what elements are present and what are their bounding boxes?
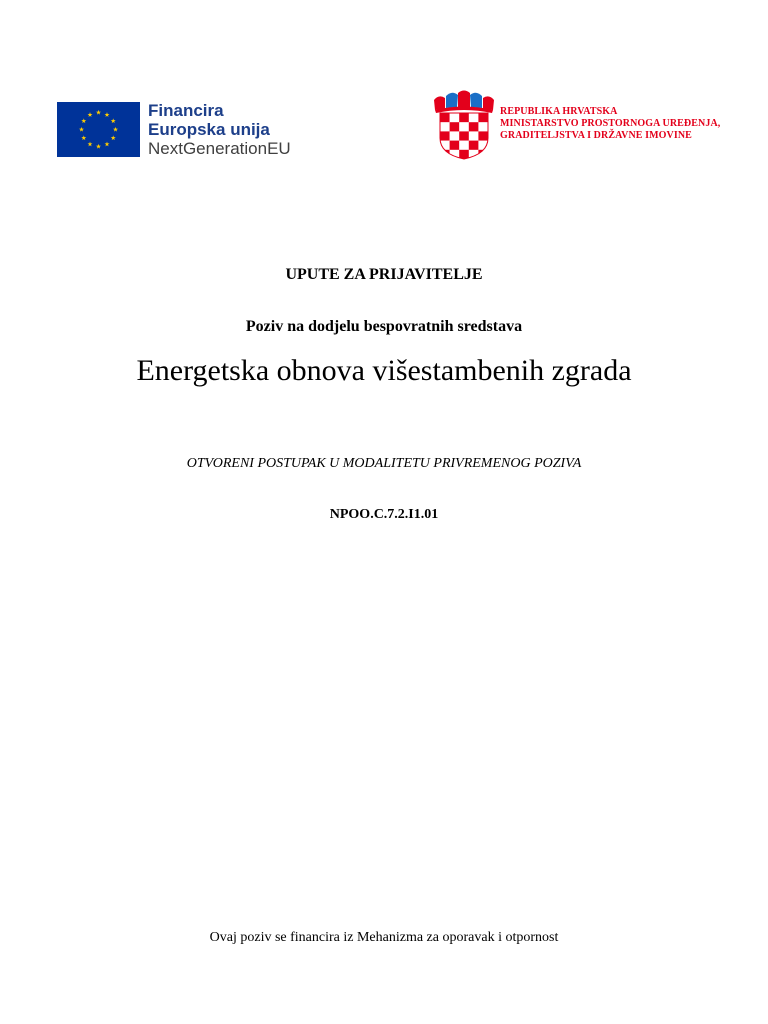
checker-square <box>440 150 450 159</box>
document-title: Energetska obnova višestambenih zgrada <box>136 354 632 387</box>
checker-square <box>478 113 488 122</box>
eu-logo-line-europska-unija: Europska unija <box>148 119 270 139</box>
eu-logo-line-financira: Financira <box>148 100 224 120</box>
ministry-line-ministarstvo: MINISTARSTVO PROSTORNOGA UREĐENJA, <box>500 118 721 129</box>
checker-square <box>469 141 479 150</box>
checker-square <box>478 122 488 131</box>
checker-square <box>478 150 488 159</box>
ministry-logo-text <box>500 106 720 142</box>
croatian-coat-of-arms-icon <box>432 88 496 160</box>
checker-square <box>469 113 479 122</box>
checker-square <box>459 131 469 140</box>
checker-square <box>469 122 479 131</box>
checker-square <box>450 131 460 140</box>
checker-square <box>459 113 469 122</box>
checker-square <box>478 131 488 140</box>
document-heading: UPUTE ZA PRIJAVITELJE <box>285 266 483 283</box>
checker-square <box>450 141 460 150</box>
ministry-logo <box>432 88 732 160</box>
checker-square <box>459 122 469 131</box>
checker-square <box>450 122 460 131</box>
checker-square <box>440 113 450 122</box>
checker-square <box>459 141 469 150</box>
checker-square <box>440 122 450 131</box>
ministry-line-graditeljstva: GRADITELJSTVA I DRŽAVNE IMOVINE <box>500 130 692 141</box>
eu-funding-logo <box>57 100 311 158</box>
eu-logo-line-nextgenerationeu: NextGenerationEU <box>148 138 291 158</box>
eu-logo-text <box>148 101 291 158</box>
procedure-type: OTVORENI POSTUPAK U MODALITETU PRIVREMENOG POZIVA <box>186 456 582 471</box>
checker-square <box>450 113 460 122</box>
call-code: NPOO.C.7.2.I1.01 <box>329 507 439 522</box>
ministry-line-republika: REPUBLIKA HRVATSKA <box>500 106 618 117</box>
funding-footer-note: Ovaj poziv se financira iz Mehanizma za oporavak i otpornost <box>209 930 559 945</box>
eu-flag-icon <box>57 102 140 157</box>
checker-square <box>469 131 479 140</box>
call-subtitle: Poziv na dodjelu bespovratnih sredstava <box>245 318 523 335</box>
checker-square <box>440 131 450 140</box>
